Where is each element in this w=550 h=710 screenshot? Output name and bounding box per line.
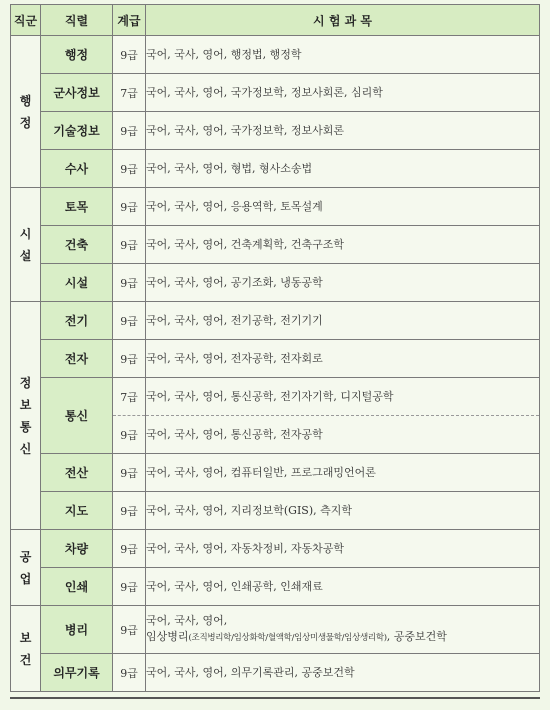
position-cell: 전기 [41, 302, 113, 340]
table-row [11, 340, 540, 378]
grade-cell: 9급 [113, 112, 146, 150]
subjects-cell: 국어, 국사, 영어, 통신공학, 전기자기학, 디지털공학 [146, 378, 540, 416]
table-bottom-rule [10, 697, 540, 699]
grade-cell: 9급 [113, 264, 146, 302]
grade-cell: 9급 [113, 340, 146, 378]
subjects-line-2 [146, 629, 539, 646]
grade-cell: 7급 [113, 74, 146, 112]
position-cell: 병리 [41, 606, 113, 654]
table-row [11, 264, 540, 302]
subjects-cell: 국어, 국사, 영어, 공기조화, 냉동공학 [146, 264, 540, 302]
subjects-cell: 국어, 국사, 영어, 의무기록관리, 공중보건학 [146, 654, 540, 692]
grade-cell: 9급 [113, 654, 146, 692]
grade-cell: 7급 [113, 378, 146, 416]
position-cell: 토목 [41, 188, 113, 226]
group-char: 공 [19, 549, 32, 564]
grade-cell: 9급 [113, 226, 146, 264]
group-char: 업 [19, 571, 32, 586]
table-row [11, 530, 540, 568]
grade-cell: 9급 [113, 568, 146, 606]
group-char: 건 [19, 652, 32, 667]
subjects-cell: 국어, 국사, 영어, 행정법, 행정학 [146, 36, 540, 74]
position-cell: 수사 [41, 150, 113, 188]
subjects-cell: 국어, 국사, 영어, 전기공학, 전기기기 [146, 302, 540, 340]
subjects-line-2-detail: (조직병리학/임상화학/혈액학/임상미생물학/임상생리학) [188, 633, 387, 643]
group-char: 정 [19, 115, 32, 130]
position-cell: 차량 [41, 530, 113, 568]
grade-cell: 9급 [113, 454, 146, 492]
position-cell: 기술정보 [41, 112, 113, 150]
grade-cell: 9급 [113, 530, 146, 568]
subjects-line-2-tail: , 공중보건학 [386, 630, 447, 643]
subjects-cell [146, 606, 540, 654]
header-subjects: 시 험 과 목 [146, 5, 540, 36]
group-char: 보 [19, 630, 32, 645]
group-char: 시 [19, 226, 32, 241]
group-char: 행 [19, 93, 32, 108]
table-row [11, 454, 540, 492]
position-cell: 의무기록 [41, 654, 113, 692]
exam-subjects-table-frame [10, 4, 540, 699]
group-cell-health [11, 606, 41, 692]
position-cell: 전산 [41, 454, 113, 492]
grade-cell: 9급 [113, 188, 146, 226]
position-cell: 통신 [41, 378, 113, 454]
table-row [11, 302, 540, 340]
table-row [11, 492, 540, 530]
table-row [11, 112, 540, 150]
subjects-cell: 국어, 국사, 영어, 전자공학, 전자회로 [146, 340, 540, 378]
position-cell: 시설 [41, 264, 113, 302]
position-cell: 건축 [41, 226, 113, 264]
header-position: 직렬 [41, 5, 113, 36]
subjects-line-1: 국어, 국사, 영어, [146, 614, 228, 627]
subjects-cell: 국어, 국사, 영어, 컴퓨터일반, 프로그래밍언어론 [146, 454, 540, 492]
position-cell: 행정 [41, 36, 113, 74]
header-row [11, 5, 540, 36]
subjects-cell: 국어, 국사, 영어, 응용역학, 토목설계 [146, 188, 540, 226]
group-cell-industry [11, 530, 41, 606]
group-char: 통 [19, 419, 32, 434]
subjects-cell: 국어, 국사, 영어, 지리정보학(GIS), 측지학 [146, 492, 540, 530]
grade-cell: 9급 [113, 302, 146, 340]
header-grade: 계급 [113, 5, 146, 36]
position-cell: 군사정보 [41, 74, 113, 112]
position-cell: 인쇄 [41, 568, 113, 606]
table-row [11, 36, 540, 74]
group-char: 정 [19, 375, 32, 390]
group-char: 신 [19, 441, 32, 456]
table-row [11, 654, 540, 692]
grade-cell: 9급 [113, 492, 146, 530]
subjects-cell: 국어, 국사, 영어, 인쇄공학, 인쇄재료 [146, 568, 540, 606]
table-row [11, 568, 540, 606]
group-cell-admin [11, 36, 41, 188]
grade-cell: 9급 [113, 150, 146, 188]
group-char: 설 [19, 248, 32, 263]
subjects-line-2-main: 임상병리 [146, 630, 189, 643]
grade-cell: 9급 [113, 416, 146, 454]
subjects-cell: 국어, 국사, 영어, 통신공학, 전자공학 [146, 416, 540, 454]
header-group: 직군 [11, 5, 41, 36]
table-row [11, 378, 540, 416]
position-cell: 전자 [41, 340, 113, 378]
table-row [11, 150, 540, 188]
subjects-cell: 국어, 국사, 영어, 형법, 형사소송법 [146, 150, 540, 188]
position-cell: 지도 [41, 492, 113, 530]
subjects-cell: 국어, 국사, 영어, 건축계획학, 건축구조학 [146, 226, 540, 264]
table-row [11, 74, 540, 112]
table-row [11, 606, 540, 654]
grade-cell: 9급 [113, 606, 146, 654]
table-row [11, 226, 540, 264]
table-row [11, 188, 540, 226]
subjects-cell: 국어, 국사, 영어, 자동차정비, 자동차공학 [146, 530, 540, 568]
subjects-cell: 국어, 국사, 영어, 국가정보학, 정보사회론, 심리학 [146, 74, 540, 112]
exam-subjects-table [10, 4, 540, 692]
group-char: 보 [19, 397, 32, 412]
grade-cell: 9급 [113, 36, 146, 74]
subjects-cell: 국어, 국사, 영어, 국가정보학, 정보사회론 [146, 112, 540, 150]
group-cell-facility [11, 188, 41, 302]
group-cell-it [11, 302, 41, 530]
